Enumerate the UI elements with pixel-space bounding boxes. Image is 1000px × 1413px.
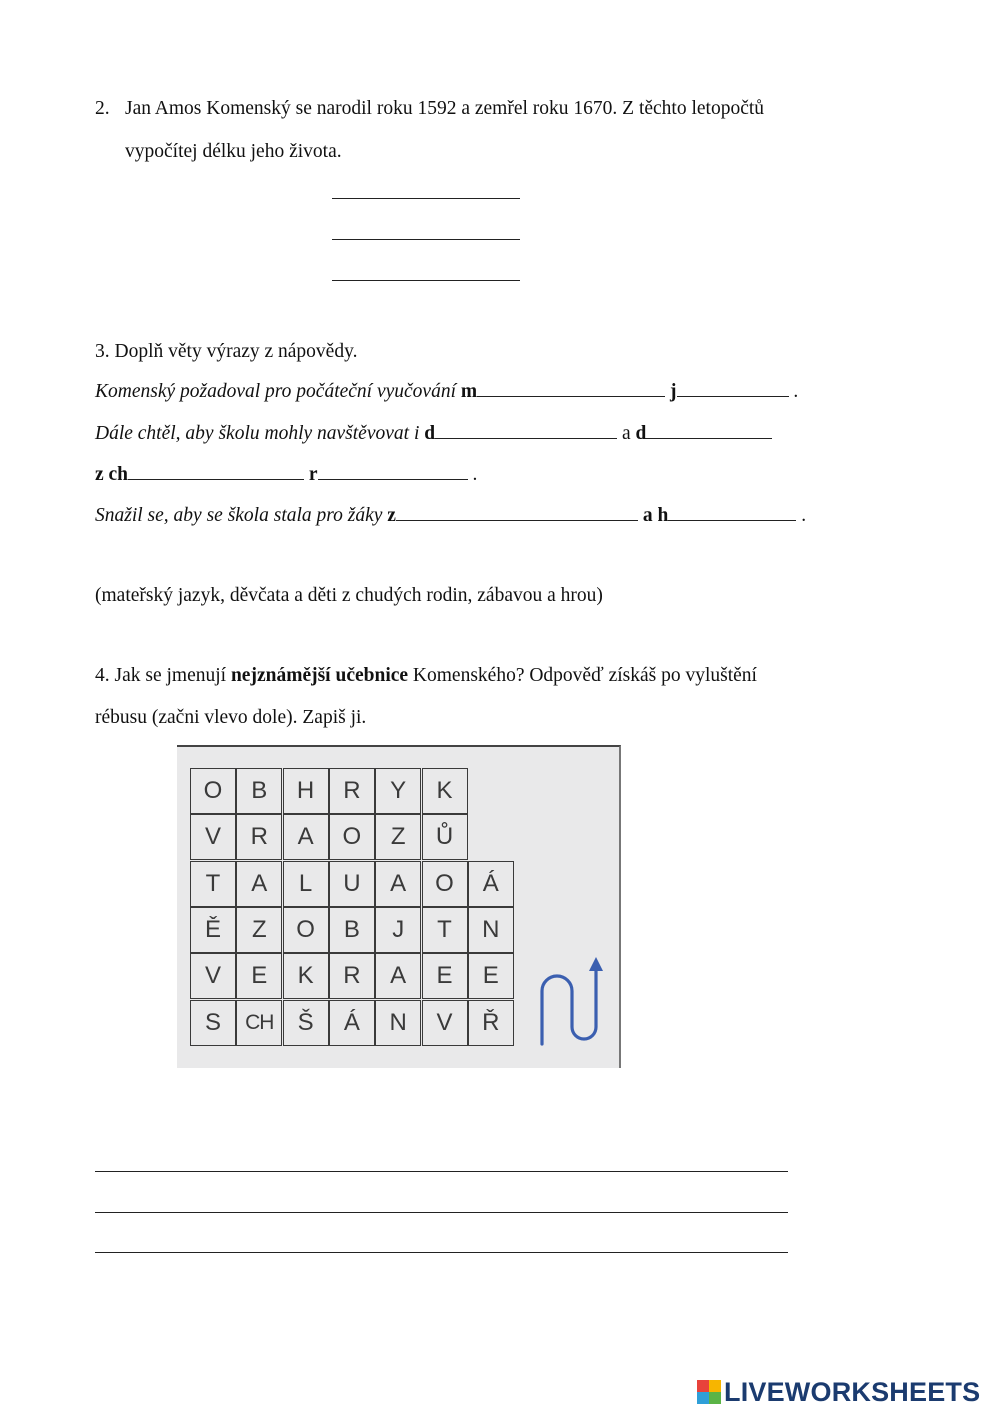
grid-cell: O — [329, 814, 375, 860]
grid-cell: CH — [236, 1000, 282, 1046]
q3-s1-j: j — [670, 381, 677, 402]
q4-text-line1 — [95, 665, 757, 687]
q2-number: 2. — [95, 98, 110, 119]
q3-s3-zch: z ch — [95, 464, 129, 485]
grid-cell: Á — [329, 1000, 375, 1046]
logo-square-2 — [709, 1380, 721, 1392]
grid-cell: K — [422, 768, 468, 814]
q3-s2-d2: d — [635, 423, 647, 444]
grid-cell: V — [190, 953, 236, 999]
q3-s3-r: r — [308, 464, 318, 485]
q3-s4-z: z — [387, 505, 396, 526]
q3-s1-m: m — [460, 381, 478, 402]
q2-answer-line-1[interactable] — [332, 198, 520, 199]
q3-s2-d1: d — [424, 423, 436, 444]
q3-sentence-1 — [95, 381, 798, 403]
q3-s1-blank-j[interactable] — [677, 394, 789, 397]
grid-cell: E — [468, 953, 514, 999]
q3-s4-blank-z[interactable] — [396, 518, 638, 521]
q3-s3-end: . — [472, 464, 478, 485]
q3-s1-text: Komenský požadoval pro počáteční vyučování — [95, 381, 457, 402]
q2-answer-line-2[interactable] — [332, 239, 520, 240]
grid-cell: T — [422, 907, 468, 953]
q2-answer-line-3[interactable] — [332, 280, 520, 281]
q3-sentence-4 — [95, 505, 806, 527]
q2-text-line2: vypočítej délku jeho života. — [125, 141, 342, 162]
grid-cell: Z — [375, 814, 421, 860]
grid-cell: A — [375, 861, 421, 907]
q3-s1-end: . — [793, 381, 799, 402]
q3-s1-blank-m[interactable] — [477, 394, 665, 397]
logo-mark-icon — [697, 1380, 721, 1404]
grid-cell: R — [329, 768, 375, 814]
logo-square-1 — [697, 1380, 709, 1392]
q3-s2-blank-d2[interactable] — [646, 436, 772, 439]
q3-s3-blank-zch[interactable] — [128, 477, 304, 480]
q3-s2-blank-d1[interactable] — [435, 436, 617, 439]
q4-answer-line-1[interactable] — [95, 1171, 788, 1172]
grid-cell: H — [283, 768, 329, 814]
grid-cell: O — [283, 907, 329, 953]
q3-sentence-3 — [95, 464, 477, 486]
q3-s4-end: . — [801, 505, 807, 526]
grid-cell: K — [283, 953, 329, 999]
grid-cell: Š — [283, 1000, 329, 1046]
grid-cell: B — [329, 907, 375, 953]
q3-sentence-2 — [95, 423, 772, 445]
grid-cell: A — [283, 814, 329, 860]
q4-line1-bold: nejznámější učebnice — [230, 665, 409, 686]
snake-arrow-icon — [532, 949, 612, 1049]
grid-cell: V — [422, 1000, 468, 1046]
q4-line1-post: Komenského? Odpověď získáš po vyluštění — [412, 665, 757, 686]
logo-square-4 — [709, 1392, 721, 1404]
logo-square-3 — [697, 1392, 709, 1404]
grid-cell: E — [422, 953, 468, 999]
grid-cell: R — [236, 814, 282, 860]
logo-text: LIVEWORKSHEETS — [724, 1376, 981, 1407]
grid-cell: A — [236, 861, 282, 907]
grid-cell: Á — [468, 861, 514, 907]
q3-s2-a: a — [621, 423, 631, 444]
q3-s2-text: Dále chtěl, aby školu mohly navštěvovat i — [95, 423, 420, 444]
grid-cell: Ů — [422, 814, 468, 860]
q4-answer-line-3[interactable] — [95, 1252, 788, 1253]
grid-cell: L — [283, 861, 329, 907]
q3-s4-text: Snažil se, aby se škola stala pro žáky — [95, 505, 383, 526]
grid-cell: Ě — [190, 907, 236, 953]
grid-cell: N — [375, 1000, 421, 1046]
grid-cell: N — [468, 907, 514, 953]
rebus-puzzle — [177, 745, 621, 1068]
q4-text-line2: rébusu (začni vlevo dole). Zapiš ji. — [95, 707, 367, 728]
q3-s3-blank-r[interactable] — [318, 477, 468, 480]
q2-text-line1: Jan Amos Komenský se narodil roku 1592 a zemřel roku 1670. Z těchto letopočtů — [125, 98, 765, 119]
q4-answer-line-2[interactable] — [95, 1212, 788, 1213]
grid-cell: J — [375, 907, 421, 953]
grid-cell: Z — [236, 907, 282, 953]
grid-cell: O — [422, 861, 468, 907]
q3-heading: 3. Doplň věty výrazy z nápovědy. — [95, 341, 358, 362]
grid-cell: R — [329, 953, 375, 999]
liveworksheets-logo — [697, 1377, 980, 1407]
grid-cell: Y — [375, 768, 421, 814]
grid-cell: E — [236, 953, 282, 999]
grid-cell: T — [190, 861, 236, 907]
q4-line1-pre: 4. Jak se jmenují — [95, 665, 227, 686]
grid-cell: U — [329, 861, 375, 907]
grid-cell: B — [236, 768, 282, 814]
grid-cell: S — [190, 1000, 236, 1046]
grid-cell: V — [190, 814, 236, 860]
grid-cell: Ř — [468, 1000, 514, 1046]
q3-hint: (mateřský jazyk, děvčata a děti z chudých rodin, zábavou a hrou) — [95, 585, 603, 606]
q3-s4-ah: a h — [642, 505, 669, 526]
grid-cell: O — [190, 768, 236, 814]
grid-cell: A — [375, 953, 421, 999]
q3-s4-blank-ah[interactable] — [668, 518, 796, 521]
